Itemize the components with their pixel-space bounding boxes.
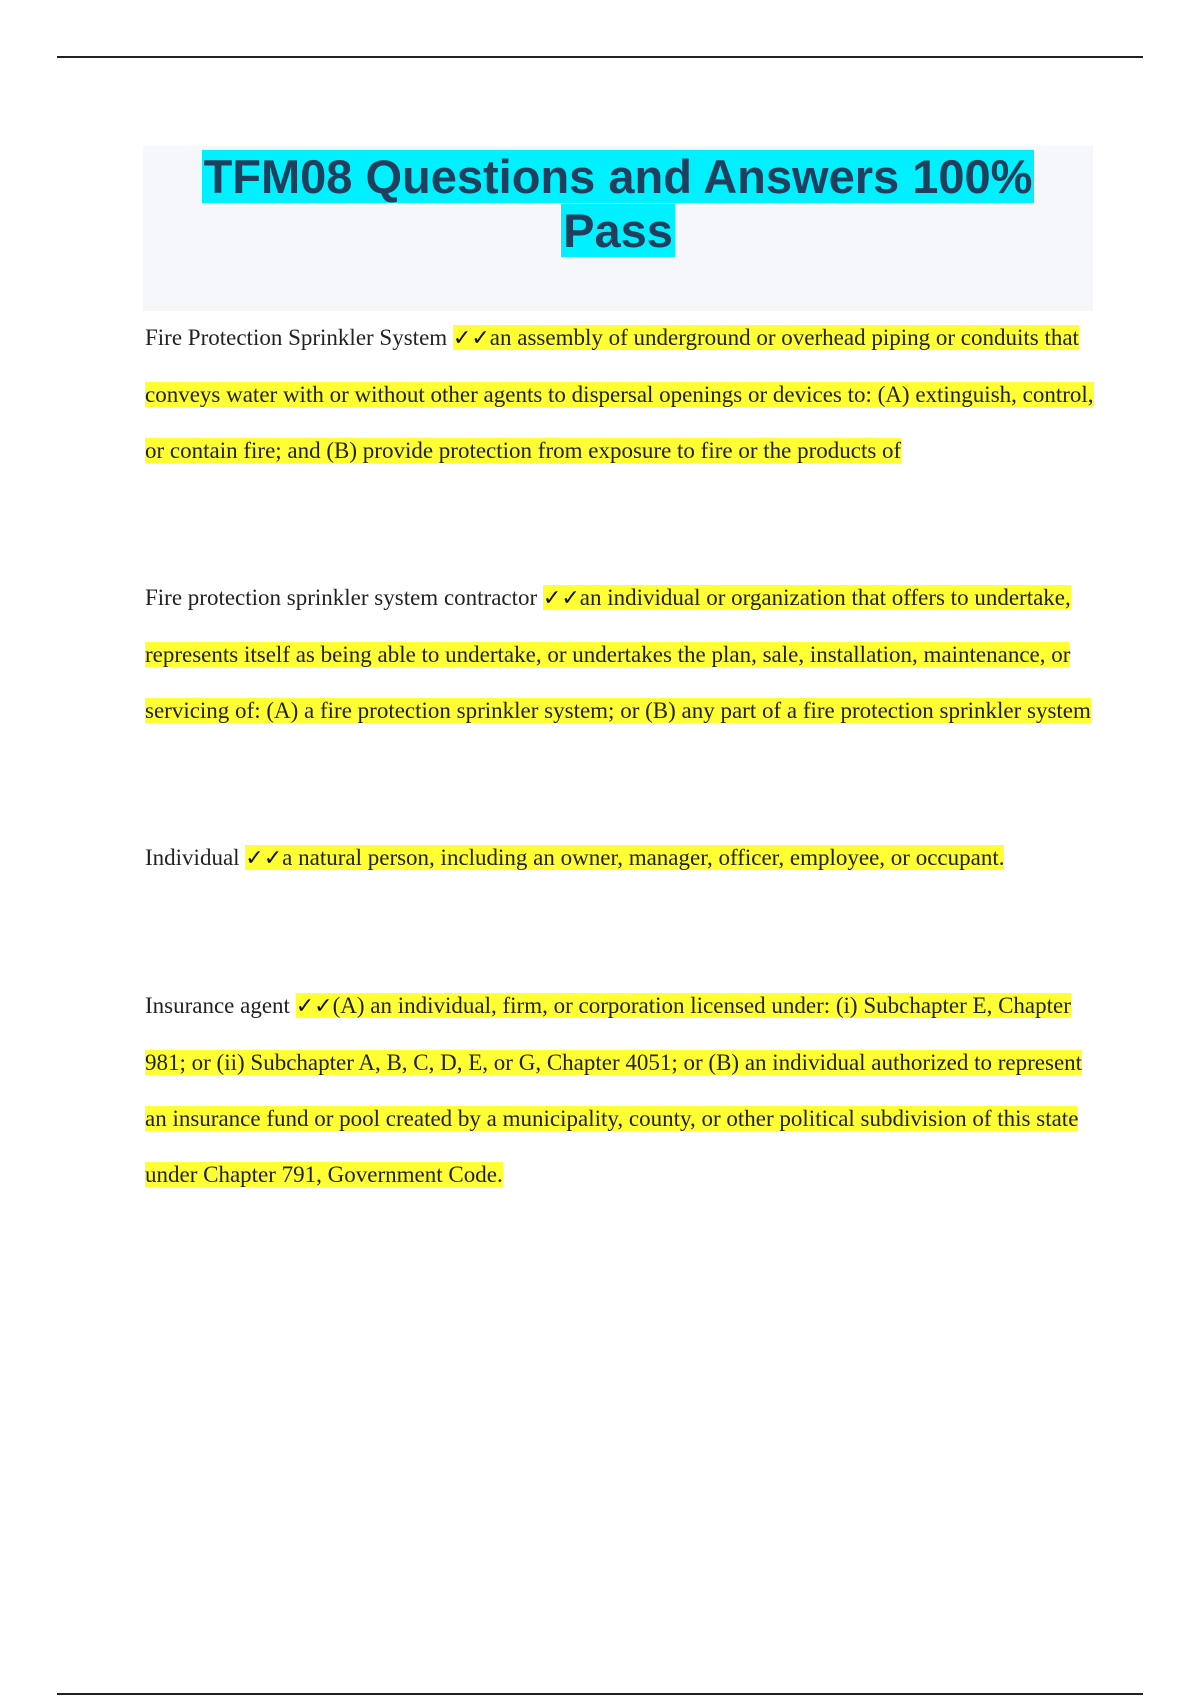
entry-term: Insurance agent	[145, 993, 290, 1018]
entry-term: Individual	[145, 845, 240, 870]
entry-fire-protection-sprinkler-system	[145, 310, 1095, 479]
double-check-icon: ✓✓	[452, 326, 490, 351]
answer-highlight	[245, 845, 1004, 870]
header-rule	[57, 56, 1143, 58]
entry-list	[145, 310, 1095, 1203]
footer-rule	[57, 1693, 1143, 1695]
entry-insurance-agent	[145, 978, 1095, 1203]
entry-definition: (A) an individual, firm, or corporation licensed under: (i) Subchapter E, Chapter 981; or (ii) Subchapter A, B, C, D, E, or G, Chapter 4051; or (B) an individual authorized to represent an insurance fund or pool created by a municipality, county, or other political subdivision of this state under Chapter 791, Government Code.	[145, 993, 1083, 1187]
double-check-icon: ✓✓	[542, 586, 580, 611]
answer-highlight	[145, 993, 1082, 1187]
document-title: TFM08 Questions and Answers 100% Pass	[203, 150, 1033, 257]
double-check-icon: ✓✓	[295, 994, 333, 1019]
double-check-icon: ✓✓	[245, 846, 283, 871]
title-box	[143, 146, 1093, 311]
entry-definition: an assembly of underground or overhead piping or conduits that conveys water with or without other agents to dispersal openings or devices to: (A) extinguish, control, or contain fire; and (B) provide protection from exposure to fire or the products of	[145, 325, 1094, 463]
entry-definition: a natural person, including an owner, manager, officer, employee, or occupant.	[282, 845, 1005, 870]
entry-individual	[145, 830, 1095, 887]
entry-term: Fire protection sprinkler system contractor	[145, 585, 538, 610]
entry-sprinkler-system-contractor	[145, 570, 1095, 739]
entry-term: Fire Protection Sprinkler System	[145, 325, 448, 350]
entry-definition: an individual or organization that offers to undertake, represents itself as being able to undertake, or undertakes the plan, sale, installation, maintenance, or servicing of: (A) a fire protection sprinkler system; or (B) any part of a fire protection sprinkler system	[145, 585, 1091, 723]
